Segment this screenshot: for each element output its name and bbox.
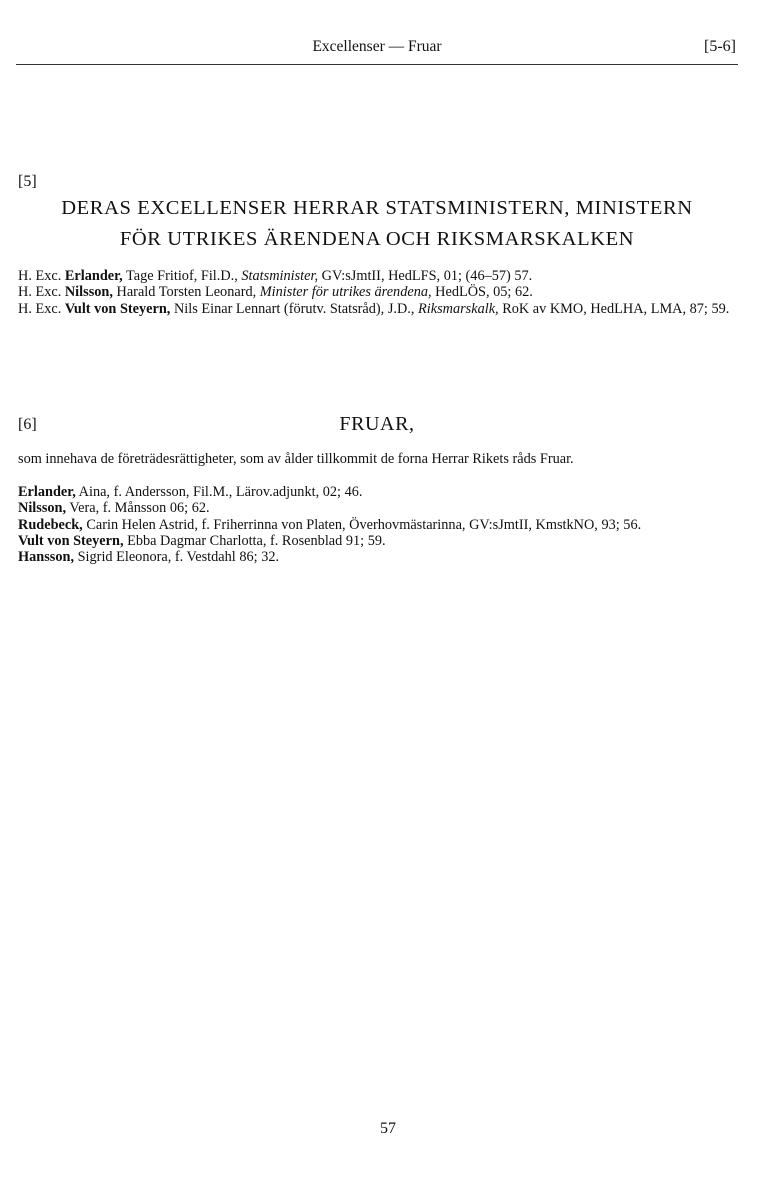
entry-name: Vult von Steyern, xyxy=(64,300,171,317)
list-item xyxy=(18,268,736,284)
entry-name: Hansson, xyxy=(18,549,75,566)
section-number: [5] xyxy=(18,173,37,190)
section-5 xyxy=(18,173,736,317)
list-item xyxy=(18,284,736,300)
entry-details: Vera, f. Månsson 06; 62. xyxy=(66,500,210,517)
section-heading-line-2: FÖR UTRIKES ÄRENDENA OCH RIKSMARSKALKEN xyxy=(119,228,635,250)
section-intro: som innehava de företrädesrättigheter, som av ålder tillkommit de forna Herrar Rikets råds Fruar. xyxy=(18,451,574,467)
entry-name: Erlander, xyxy=(64,268,123,284)
entry-name: Rudebeck, xyxy=(18,516,83,533)
section-number: [6] xyxy=(18,416,37,433)
entry-name: Nilsson, xyxy=(64,284,113,301)
section-range: [5-6] xyxy=(704,38,736,55)
entry-details: Harald Torsten Leonard, xyxy=(112,284,260,301)
entry-details: Aina, f. Andersson, Fil.M., Lärov.adjunkt, 02; 46. xyxy=(75,484,363,500)
entry-details: Carin Helen Astrid, f. Friherrinna von Platen, Överhovmästarinna, GV:sJmtII, KmstkNO, 93; 56. xyxy=(82,516,642,533)
entry-title: Minister för utrikes ärendena, xyxy=(259,284,432,301)
entry-tail: HedLÖS, 05; 62. xyxy=(431,284,533,301)
entry-tail: GV:sJmtII, HedLFS, 01; (46–57) 57. xyxy=(318,268,533,284)
list-item xyxy=(18,301,736,317)
entry-name: Nilsson, xyxy=(18,500,67,517)
header-rule xyxy=(16,64,738,65)
entry-details: Nils Einar Lennart (förutv. Statsråd), J.D., xyxy=(170,300,419,317)
entry-details: Ebba Dagmar Charlotta, f. Rosenblad 91; 59. xyxy=(123,532,386,549)
entry-prefix: H. Exc. xyxy=(18,268,65,284)
list-item xyxy=(18,533,736,549)
entry-prefix: H. Exc. xyxy=(18,284,65,301)
entry-title: Statsminister, xyxy=(241,268,319,284)
running-title: Excellenser — Fruar xyxy=(312,38,442,55)
list-item xyxy=(18,500,736,516)
list-item xyxy=(18,517,736,533)
list-item xyxy=(18,484,736,500)
section-heading: FRUAR, xyxy=(339,413,415,435)
section-heading-row xyxy=(18,413,736,440)
entry-list xyxy=(18,268,736,317)
page-number: 57 xyxy=(380,1120,396,1137)
running-header xyxy=(18,38,736,60)
list-item xyxy=(18,549,736,565)
entry-list xyxy=(18,484,736,565)
section-heading-line-1: DERAS EXCELLENSER HERRAR STATSMINISTERN, MINISTERN xyxy=(61,197,693,219)
entry-details: Tage Fritiof, Fil.D., xyxy=(122,268,242,284)
entry-title: Riksmarskalk, xyxy=(418,300,499,317)
entry-prefix: H. Exc. xyxy=(18,300,65,317)
entry-name: Vult von Steyern, xyxy=(18,532,124,549)
entry-name: Erlander, xyxy=(18,484,76,500)
section-6 xyxy=(18,413,736,566)
entry-tail: RoK av KMO, HedLHA, LMA, 87; 59. xyxy=(498,300,730,317)
entry-details: Sigrid Eleonora, f. Vestdahl 86; 32. xyxy=(74,549,280,566)
